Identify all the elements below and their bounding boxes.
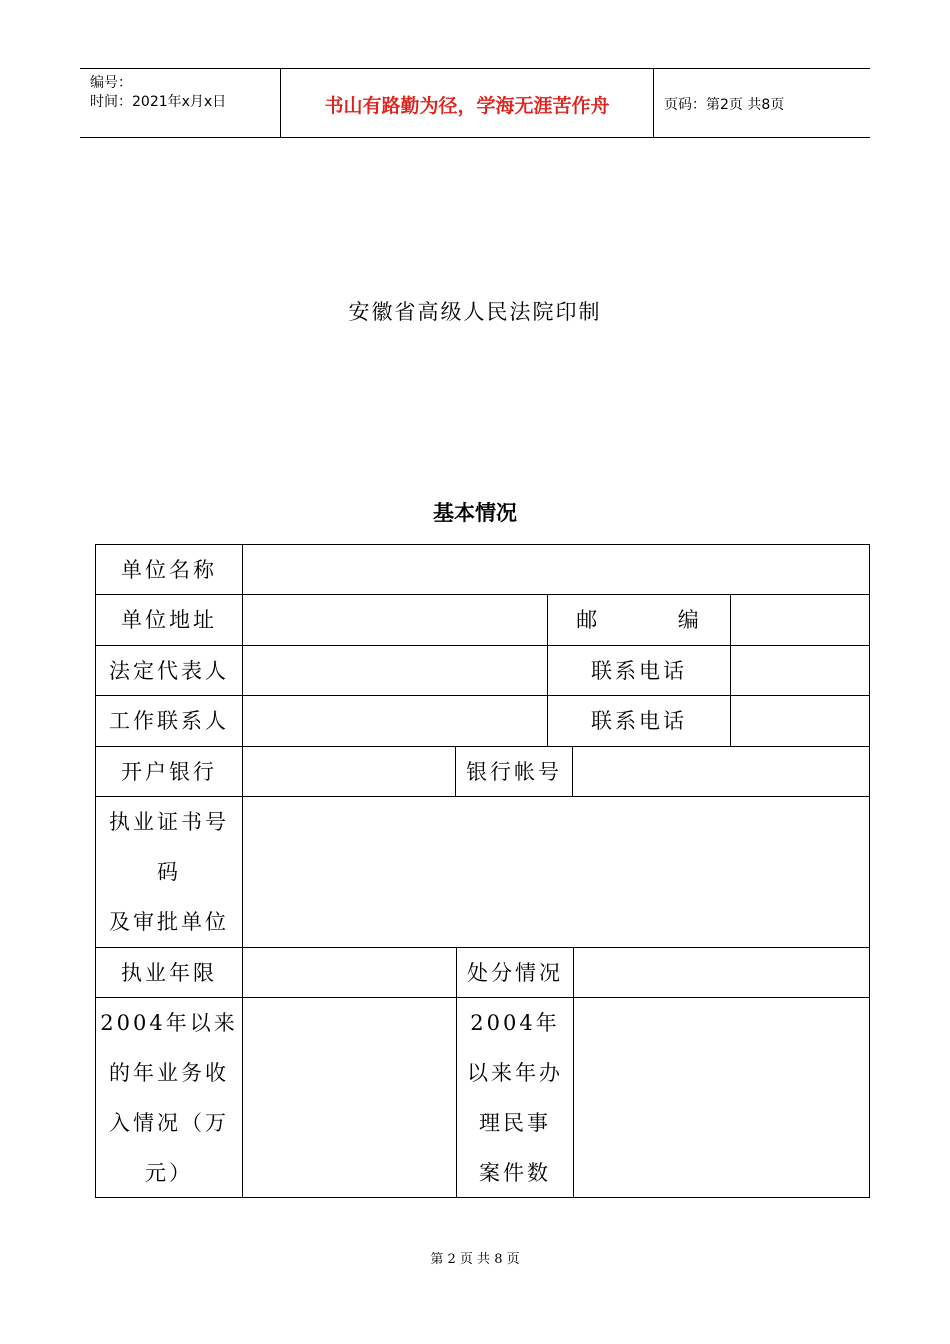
field-phone-1[interactable] — [731, 646, 869, 695]
label-income-line3: 入情况（万 — [109, 1110, 229, 1135]
field-bank[interactable] — [243, 747, 455, 796]
time-label: 时间：2021年x月x日 — [90, 94, 227, 110]
label-unit-name: 单位名称 — [121, 557, 217, 582]
label-work-contact: 工作联系人 — [109, 709, 229, 733]
label-phone-2: 联系电话 — [591, 709, 687, 733]
label-cases-line3: 理民事 — [479, 1110, 551, 1135]
label-bank-account: 银行帐号 — [466, 759, 562, 784]
publisher-line: 安徽省高级人民法院印制 — [348, 300, 602, 324]
field-cases[interactable] — [574, 998, 869, 1197]
label-unit-address: 单位地址 — [121, 608, 217, 632]
field-unit-address[interactable] — [243, 595, 547, 645]
label-income-line1: 2004年以来 — [100, 1010, 238, 1035]
page-footer: 第 2 页 共 8 页 — [430, 1252, 520, 1267]
label-license-line1: 执业证书号 — [109, 810, 229, 834]
label-cases-line2: 以来年办 — [467, 1060, 563, 1085]
field-penalty[interactable] — [574, 948, 869, 997]
field-bank-account[interactable] — [573, 747, 869, 796]
label-income-line2: 的年业务收 — [109, 1060, 229, 1085]
field-postcode[interactable] — [731, 595, 869, 645]
field-phone-2[interactable] — [731, 696, 869, 746]
label-phone-1: 联系电话 — [591, 658, 687, 683]
field-work-contact[interactable] — [243, 696, 547, 746]
label-legal-rep: 法定代表人 — [109, 658, 229, 683]
page-header — [80, 68, 870, 138]
header-center-cell — [281, 69, 654, 137]
field-license[interactable] — [243, 797, 869, 947]
label-bank: 开户银行 — [121, 759, 217, 784]
label-license-line2: 码 — [157, 860, 181, 884]
field-income[interactable] — [243, 998, 456, 1197]
label-cases-line4: 案件数 — [479, 1160, 551, 1185]
label-postcode: 邮 编 — [576, 608, 702, 632]
field-years[interactable] — [243, 948, 456, 997]
label-years: 执业年限 — [121, 960, 217, 985]
label-cases-line1: 2004年 — [470, 1010, 560, 1035]
label-cases — [457, 998, 573, 1197]
label-income-line4: 元） — [145, 1160, 193, 1185]
field-unit-name[interactable] — [243, 545, 869, 594]
header-motto: 书山有路勤为径，学海无涯苦作舟 — [324, 95, 610, 117]
number-label: 编号： — [90, 75, 132, 91]
header-right-cell — [654, 69, 870, 137]
page-info: 页码：第2页 共8页 — [664, 97, 785, 113]
field-legal-rep[interactable] — [243, 646, 547, 695]
section-title: 基本情况 — [433, 500, 517, 525]
label-penalty: 处分情况 — [467, 960, 563, 985]
label-license-line3: 及审批单位 — [109, 910, 229, 934]
header-left-cell — [80, 69, 281, 137]
label-income — [96, 998, 242, 1197]
label-license — [96, 797, 242, 947]
